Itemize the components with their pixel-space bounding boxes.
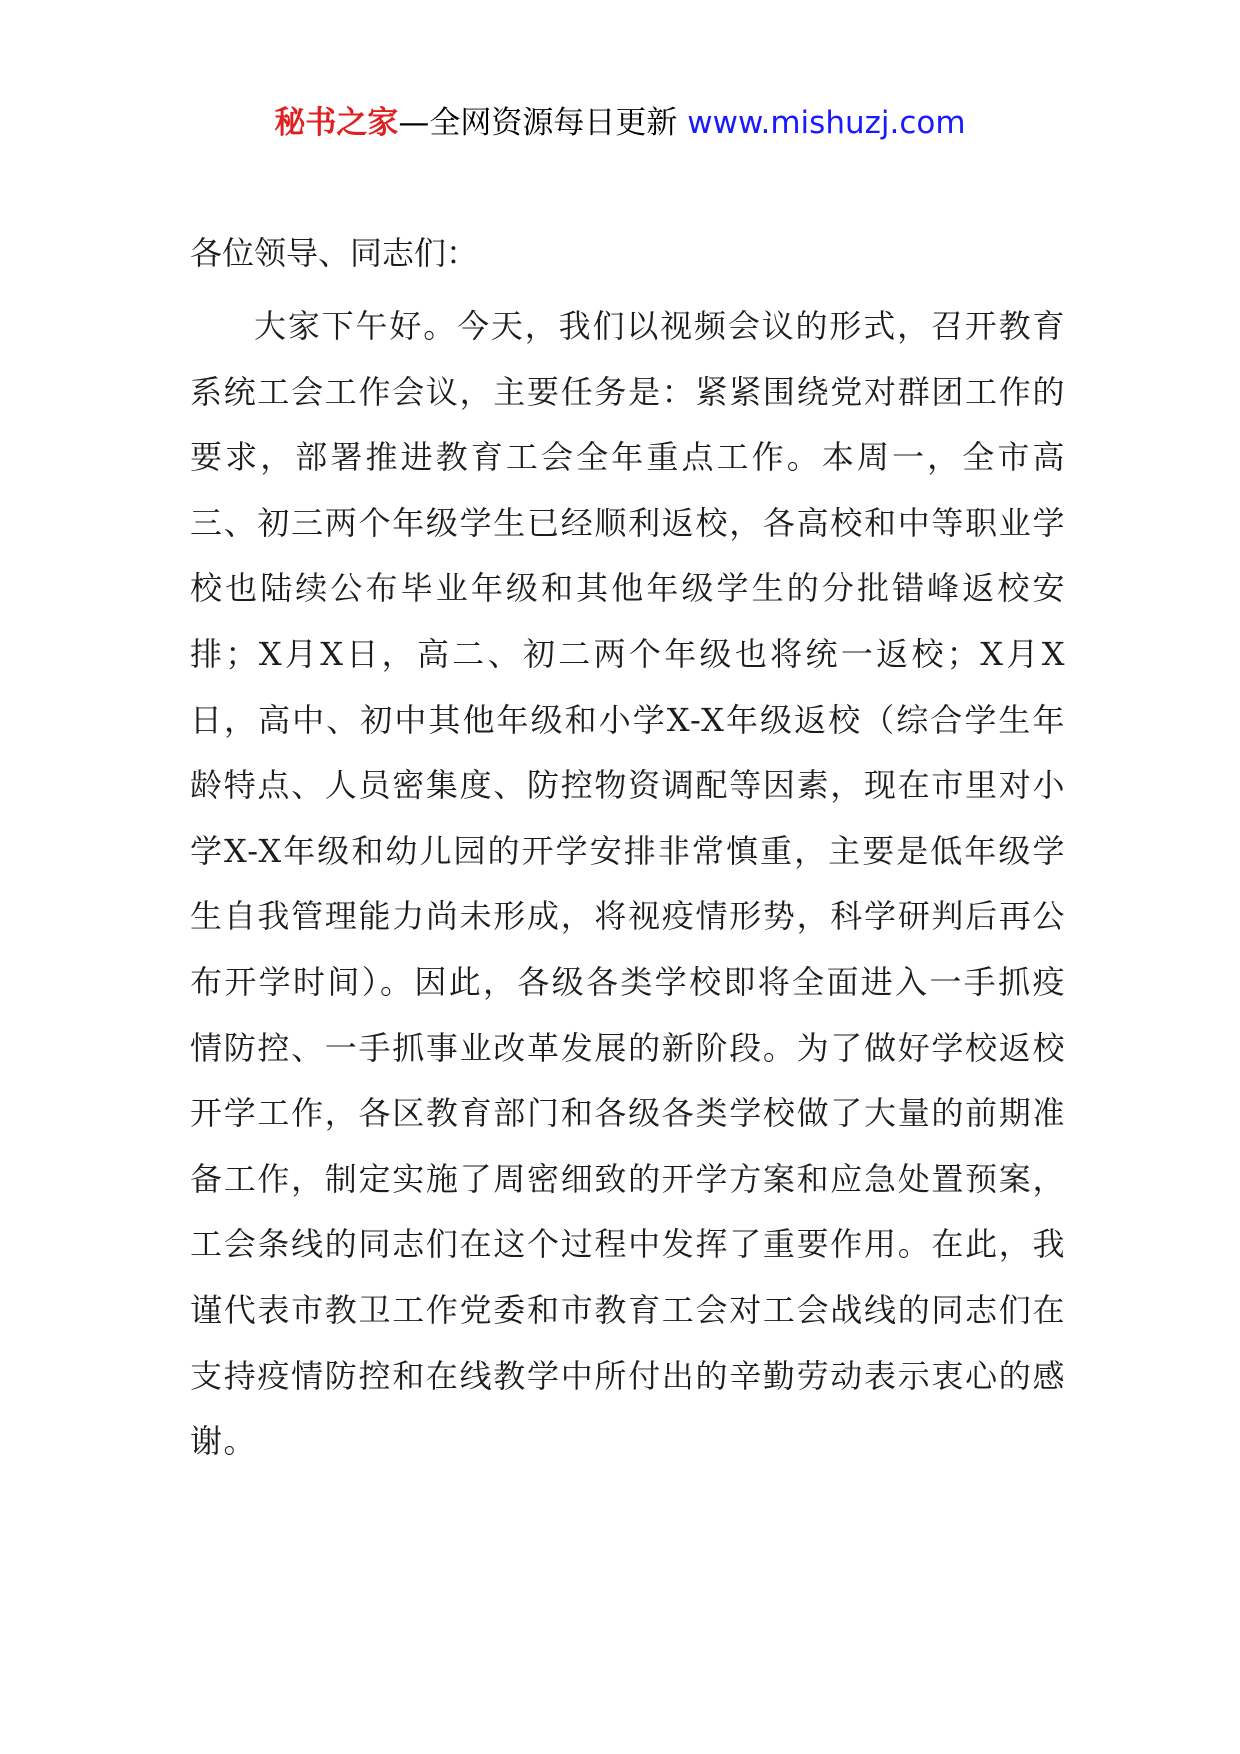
body-paragraph: 大家下午好。今天，我们以视频会议的形式，召开教育系统工会工作会议，主要任务是：紧紧围绕党对群团工作的要求，部署推进教育工会全年重点工作。本周一，全市高三、初三两个年级学生已经顺利返校，各高校和中等职业学校也陆续公布毕业年级和其他年级学生的分批错峰返校安排；X月X日，高二、初二两个年级也将统一返校；X月X日，高中、初中其他年级和小学X-X年级返校（综合学生年龄特点、人员密集度、防控物资调配等因素，现在市里对小学X-X年级和幼儿园的开学安排非常慎重，主要是低年级学生自我管理能力尚未形成，将视疫情形势，科学研判后再公布开学时间）。因此，各级各类学校即将全面进入一手抓疫情防控、一手抓事业改革发展的新阶段。为了做好学校返校开学工作，各区教育部门和各级各类学校做了大量的前期准备工作，制定实施了周密细致的开学方案和应急处置预案，工会条线的同志们在这个过程中发挥了重要作用。在此，我谨代表市教卫工作党委和市教育工会对工会战线的同志们在支持疫情防控和在线教学中所付出的辛勤劳动表示衷心的感谢。 [190, 307, 1066, 1461]
document-body [190, 222, 1066, 1475]
brand-name: 秘书之家 [274, 105, 399, 141]
salutation: 各位领导、同志们： [190, 234, 479, 272]
site-header [0, 100, 1240, 146]
site-url-link[interactable]: www.mishuzj.com [687, 105, 966, 141]
header-tagline: —全网资源每日更新 [398, 105, 688, 141]
